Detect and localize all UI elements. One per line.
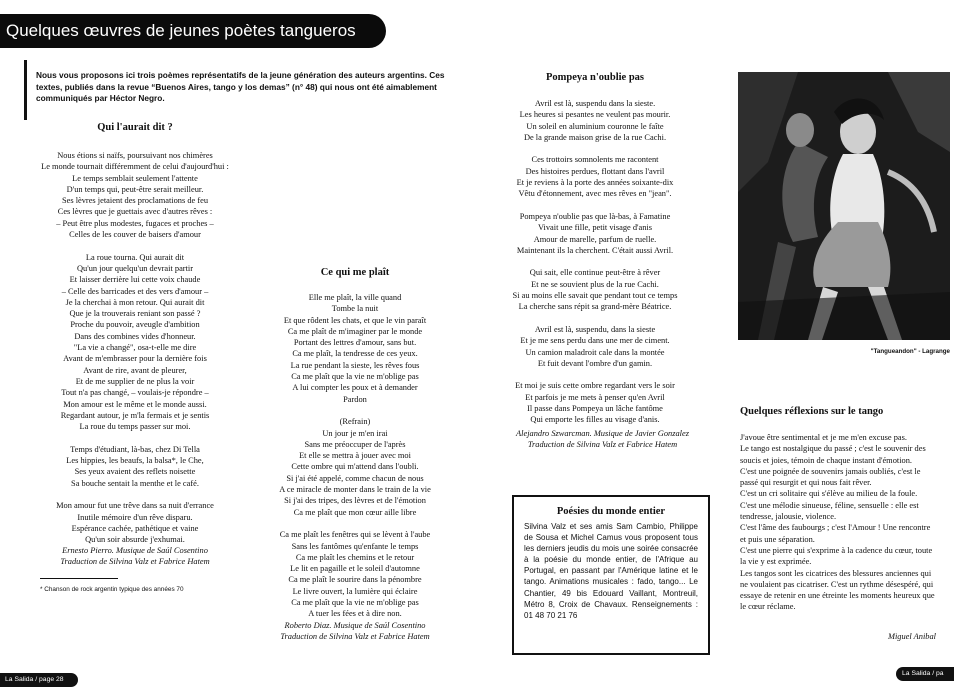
poem-line: Ca me plaît de m'imaginer par le monde <box>287 326 423 336</box>
poem-line: Proche du pouvoir, aveugle d'ambition <box>70 320 200 330</box>
poem-stanza <box>250 529 460 619</box>
poem-line: Ses lèvres jetaient des proclamations de feu <box>61 196 209 206</box>
reflexion-paragraph: C'est une poignée de souvenirs jamais oubliés, c'est le passé qui resurgit et qui nous fait rêver. <box>740 466 921 488</box>
event-box-text: Silvina Valz et ses amis Sam Cambio, Philippe de Sousa et Michel Camus vous proposent tous les derniers jeudis du mois une soirée consacrée à la poésie du monde entier, de l'Afrique au Portugal, en passant par l'Amérique latine et le tango. Animations musicales : fado, tango... Le Chantier, 49 bis Edouard Vaillant, Montreuil, Métro 8, Croix de Chavaux. Renseignements : 01 48 70 21 76 <box>524 522 698 620</box>
poem-line: Qu'un jour quelqu'un devrait partir <box>76 263 194 273</box>
poem-credit-line: Roberto Diaz. Musique de Saúl Cosentino <box>284 621 426 630</box>
poem-line: Le temps semblait seulement l'attente <box>72 173 198 183</box>
poem-stanza <box>495 211 695 256</box>
poem-line: Ses yeux avaient des reflets noisette <box>74 467 196 477</box>
poem-line: Ces trottoirs somnolents me racontent <box>531 155 659 165</box>
poem-line: Elle me plaît, la ville quand <box>308 293 402 302</box>
page-title-banner <box>0 14 386 48</box>
poem-line: Ca me plaît, la tendresse de ces yeux. <box>292 349 418 359</box>
poem-line: Et je reviens à la porte des années soixante-dix <box>516 178 674 188</box>
poem-line: Portant des lettres d'amour, sans but. <box>293 338 417 348</box>
poem-stanza <box>495 154 695 199</box>
poem-line: La rue pendant la sieste, les rêves fous <box>290 360 420 370</box>
page-title: Quelques œuvres de jeunes poètes tangueros <box>6 21 356 40</box>
poem-line: Avant de rire, avant de pleurer, <box>83 365 187 375</box>
poem-line: Sans me préoccuper de l'après <box>304 439 406 449</box>
poem-line: Tombe la nuit <box>331 304 379 314</box>
intro-text: Nous vous proposons ici trois poèmes représentatifs de la jeune génération des auteurs argentins. Ces textes, publiés dans la revue “Buenos Aires, tango y los demas” (n° 48) qui nous ont été aimablement communiqués par Héctor Negro. <box>36 70 445 103</box>
poem1-title: Qui l'aurait dit ? <box>97 122 173 133</box>
poem-line: Et de me supplier de ne plus la voir <box>75 376 195 386</box>
poem2-body <box>250 292 460 631</box>
poem-line: De la grande maison grise de la rue Cachi. <box>523 132 667 142</box>
poem-line: Nous étions si naïfs, poursuivant nos chimères <box>57 151 213 160</box>
poem-line: Le monde tournait différemment de celui d'aujourd'hui : <box>41 162 229 172</box>
poem-line: Et elle se mettra à jouer avec moi <box>299 451 411 461</box>
poem-line: Ca me plaît que la vie ne m'oblige pas <box>291 598 419 608</box>
reflexions-body <box>740 432 936 613</box>
reflexion-paragraph: C'est un cri solitaire qui s'élève au milieu de la foule. <box>740 489 918 499</box>
poem-line: Qui emporte les filles au visage d'anis. <box>530 415 660 425</box>
footnote-rule <box>40 578 118 579</box>
poem3-body <box>495 98 695 437</box>
poem-line: Espérance cachée, pathétique et vaine <box>71 523 199 533</box>
intro-bar <box>24 60 27 120</box>
event-box <box>512 495 710 655</box>
poem-line: A lui compter les poux et à demander <box>292 383 418 393</box>
reflexions-signature: Miguel Anibal <box>888 632 936 641</box>
poem-line: La cherche sans répit sa grand-mère Béatrice. <box>518 302 672 312</box>
poem-line: Ca me plaît les fenêtres qui se lèvent à l'aube <box>279 530 431 540</box>
poem2-title: Ce qui me plaît <box>320 267 390 278</box>
poem-line: Qu'un soir absurde j'exhumai. <box>85 535 185 545</box>
poem-line: Ca me plaît les chemins et le retour <box>295 552 415 562</box>
poem-line: Ca me plaît que mon cœur aille libre <box>293 507 417 517</box>
poem-line: Vêtu d'étonnement, avec mes rêves en "jean". <box>518 189 672 199</box>
poem-line: Et je me sens perdu dans une mer de ciment. <box>520 336 670 346</box>
poem-line: La roue du temps passer sur moi. <box>79 422 191 432</box>
poem-line: Sans les fantômes qu'enfante le temps <box>291 541 419 551</box>
painting-caption: "Tangueandon" - Lagrange <box>870 348 950 355</box>
poem-line: Ca me plaît le sourire dans la pénombre <box>288 575 422 585</box>
poem3-title: Pompeya n'oublie pas <box>545 72 645 83</box>
poem-line: Il passe dans Pompeya un lâche fantôme <box>527 404 663 414</box>
poem-line: Cette ombre qui m'attend dans l'oubli. <box>291 462 419 472</box>
reflexion-paragraph: Le tango est nostalgique du passé ; c'est le souvenir des soucis et joies, témoin de chaque instant d'émotion. <box>740 444 926 465</box>
poem-line: Et laisser derrière lui cette voix chaude <box>69 275 201 285</box>
poem-line: Mon amour fut une trêve dans sa nuit d'errance <box>56 501 214 511</box>
poem-line: Et que rôdent les chats, et que le vin paraît <box>283 315 427 325</box>
poem-line: Maintenant ils la cherchent. C'était aussi Avril. <box>516 245 674 255</box>
reflexion-paragraph: C'est une mélodie sinueuse, féline, sensuelle : elle est tendresse, jalousie, violence. <box>740 500 919 522</box>
poem-line: Pardon <box>343 394 367 404</box>
poem-credit-line: Traduction de Silvina Valz et Fabrice Hatem <box>280 632 430 642</box>
poem-line: Celles de les couver de baisers d'amour <box>69 230 201 240</box>
poem3-credit <box>495 428 710 451</box>
reflexion-paragraph: Les tangos sont les cicatrices des blessures anciennes qui ne voulaient pas cicatriser. C'est un rythme désespéré, qui essaye de retenir en une étreinte les moments heureux que le cœur réclame. <box>740 568 935 612</box>
poem-line: Avril est là, suspendu dans la sieste. <box>534 99 656 108</box>
poem-line: Et fuit devant l'ombre d'un gamin. <box>537 358 653 368</box>
poem-stanza <box>250 416 460 518</box>
poem-line: Qui sait, elle continue peut-être à rêver <box>529 268 661 278</box>
poem2-credit <box>250 620 460 643</box>
poem-line: Un jour je m'en irai <box>322 428 388 438</box>
poem1-credit <box>40 545 230 568</box>
poem-credit-line: Alejandro Szwarcman. Musique de Javier Gonzalez <box>516 429 689 438</box>
poem-line: Un camion maladroit cale dans la montée <box>525 347 665 357</box>
poem-credit-line: Traduction de Silvina Valz et Fabrice Hatem <box>60 557 210 567</box>
poem-line: Et parfois je me mets à penser qu'en Avril <box>525 392 665 402</box>
poem-line: Que je la trouverais reniant son passé ? <box>69 309 201 319</box>
event-box-title: Poésies du monde entier <box>556 506 666 517</box>
poem-line: – Celle des barricades et des vers d'amour – <box>61 286 209 296</box>
poem-stanza <box>10 500 260 545</box>
poem-line: Si j'ai été appelé, comme chacun de nous <box>286 473 424 483</box>
poem-stanza <box>10 252 260 433</box>
poem-line: Les heures si pesantes ne veulent pas mourir. <box>519 110 671 120</box>
poem-line: La roue tourna. Qui aurait dit <box>85 252 185 262</box>
poem-line: Un soleil en aluminium couronne le faîte <box>526 121 664 131</box>
poem-line: Ca me plaît que la vie ne m'oblige pas <box>291 372 419 382</box>
poem-line: Des histoires perdues, flottant dans l'avril <box>525 166 665 176</box>
poem-line: Temps d'étudiant, là-bas, chez Di Tella <box>70 444 200 454</box>
poem-stanza <box>495 324 695 369</box>
poem-line: Si j'ai des tripes, des lèvres et de l'émotion <box>284 496 426 506</box>
poem-line: Ces lèvres que je guettais avec d'autres rêves : <box>57 207 213 217</box>
tango-dancers-image <box>738 72 950 340</box>
poem-line: Amour de marelle, parfum de ruelle. <box>533 234 657 244</box>
poem-stanza <box>10 444 260 489</box>
poem-line: Vivait une fille, petit visage d'anis <box>537 223 653 233</box>
poem-line: Le livre ouvert, la lumière qui éclaire <box>292 586 418 596</box>
poem-line: Dans des combines vides d'honneur. <box>74 331 196 341</box>
poem-line: Je la cherchai à mon retour. Qui aurait dit <box>65 297 205 307</box>
poem-line: (Refrain) <box>339 417 371 427</box>
poem-line: Inutile mémoire d'un rêve disparu. <box>77 512 193 522</box>
poem-line: Tout n'a pas changé, – voulais-je répondre – <box>61 388 209 398</box>
poem-line: Avril est là, suspendu, dans la sieste <box>534 324 656 334</box>
poem-line: D'un temps qui, peut-être serait meilleur. <box>66 184 204 194</box>
reflexion-paragraph: C'est une pierre qui s'exprime à la cadence du cœur, toute la vie y est exprimée. <box>740 545 933 567</box>
reflexion-paragraph: C'est l'âme des faubourgs ; c'est l'Amour ! Une rencontre et puis une séparation. <box>740 523 931 544</box>
page-number-right: La Salida / pa <box>896 667 954 681</box>
reflexions-title: Quelques réflexions sur le tango <box>740 406 884 417</box>
poem-credit-line: Ernesto Pierro. Musique de Saúl Cosentino <box>62 546 208 555</box>
poem-stanza <box>10 150 260 240</box>
poem-stanza <box>495 98 695 143</box>
poem-line: A ce miracle de monter dans le train de la vie <box>279 485 431 495</box>
tango-painting <box>738 72 950 340</box>
poem-line: Avant de m'embrasser pour la dernière fois <box>63 354 207 364</box>
poem-line: Et ne se souvient plus de la rue Cachi. <box>531 279 659 289</box>
poem-line: Pompeya n'oublie pas que là-bas, à Famatine <box>519 211 671 221</box>
poem-line: A tuer les fées et à dire non. <box>308 609 402 619</box>
poem-line: Sa bouche sentait la menthe et le café. <box>71 478 199 488</box>
poem-credit-line: Traduction de Silvina Valz et Fabrice Hatem <box>527 440 678 450</box>
poem-line: – Peut être plus modestes, fugaces et proches – <box>56 218 214 228</box>
poem-line: "La vie a changé", osa-t-elle me dire <box>73 343 197 353</box>
page-number-left: La Salida / page 28 <box>0 673 78 687</box>
poem-line: Si au moins elle savait que pendant tout ce temps <box>512 291 678 301</box>
poem-line: Regardant autour, je m'la fermais et je sentis <box>60 410 210 420</box>
poem-line: Mon amour est le même et le monde aussi. <box>63 399 207 409</box>
footnote: * Chanson de rock argentin typique des années 70 <box>40 586 184 593</box>
poem-stanza <box>250 292 460 405</box>
poem-line: Le lit en pagaille et le soleil d'automne <box>290 564 420 574</box>
reflexion-paragraph: J'avoue être sentimental et je me m'en excuse pas. <box>740 433 907 442</box>
poem1-body <box>10 150 260 557</box>
poem-stanza <box>495 267 695 312</box>
poem-stanza <box>495 380 695 425</box>
poem-line: Et moi je suis cette ombre regardant vers le soir <box>515 381 675 391</box>
poem-line: Les hippies, les beaufs, la balsa*, le Che, <box>66 456 204 466</box>
